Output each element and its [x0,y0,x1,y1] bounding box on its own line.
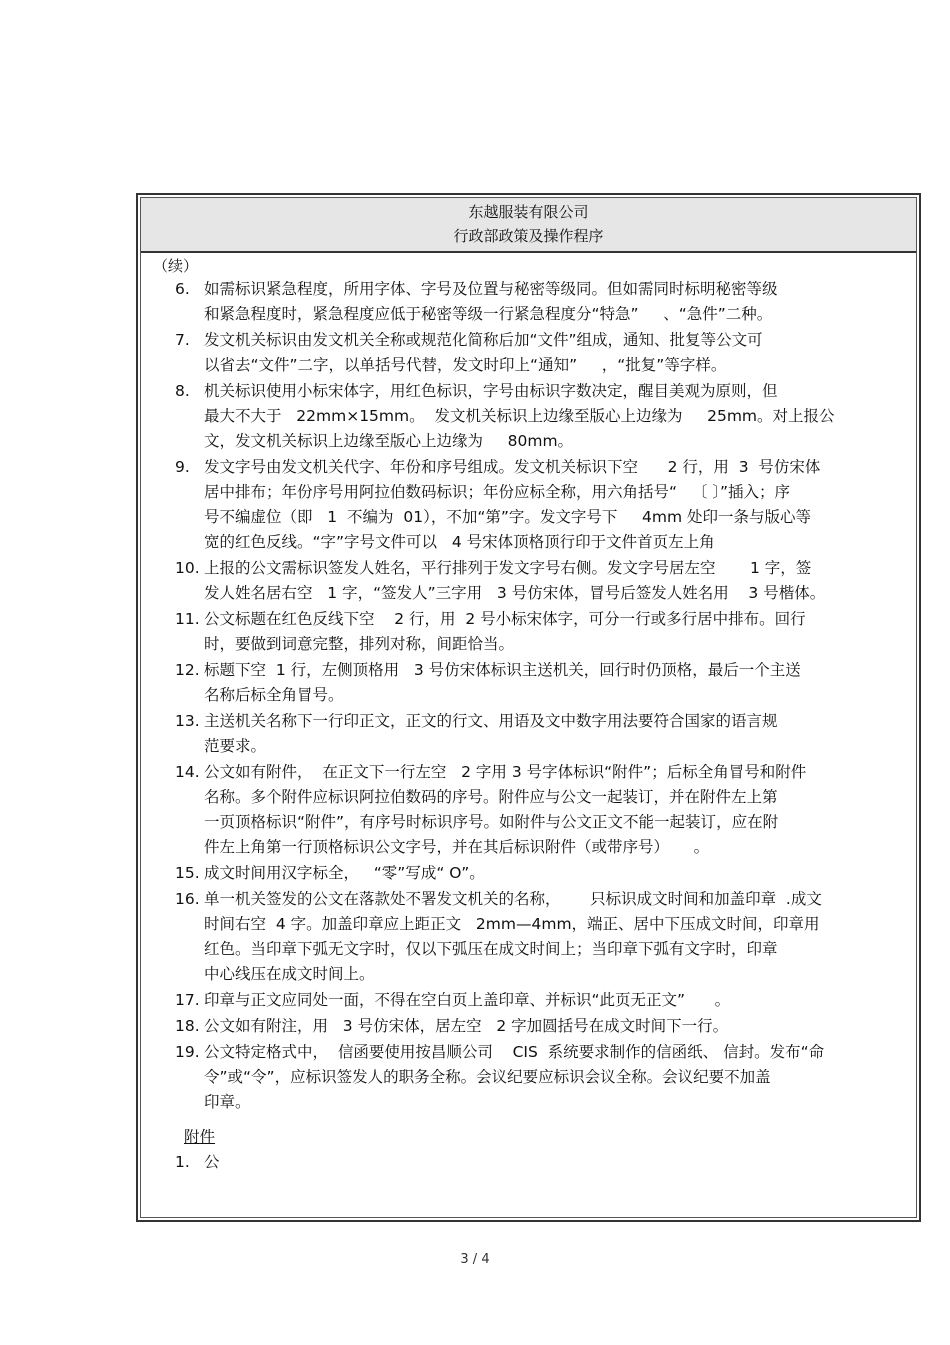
policy-item-number: 9. [175,458,190,476]
policy-item-line: 范要求。 [204,737,267,755]
policy-item-number: 11. [175,610,200,628]
policy-item-line: 上报的公文需标识签发人姓名，平行排列于发文字号右侧。发文字号居左空 1 字，签 [204,559,812,577]
policy-item-number: 14. [175,763,200,781]
policy-item-line: 最大不大于 22mm×15mm。 发文机关标识上边缘至版心上边缘为 25mm。对上报公 [204,407,835,425]
policy-item [141,607,916,657]
policy-item [141,1014,916,1039]
policy-item-line: 居中排布；年份序号用阿拉伯数码标识；年份应标全称，用六角括号“ 〔 〕”插入；序 [204,483,791,501]
policy-item-line: 发文机关标识由发文机关全称或规范化简称后加“文件”组成，通知、批复等公文可 [204,331,763,349]
attachments-title: 附件 [184,1128,216,1146]
company-name: 东越服装有限公司 [468,203,589,221]
policy-item-line: 时，要做到词意完整，排列对称，间距恰当。 [204,635,515,653]
policy-item [141,1040,916,1115]
document-body [141,253,916,1217]
document-title: 行政部政策及操作程序 [453,227,604,245]
policy-item-line: 文，发文机关标识上边缘至版心上边缘为 80mm。 [204,432,574,450]
policy-item-line: 号不编虚位（即 1 不编为 01），不加“第”字。发文字号下 4mm 处印一条与版心等 [204,508,812,526]
policy-item-line: 公文特定格式中， 信函要使用按昌顺公司 CIS 系统要求制作的信函纸、 信封。发布“命 [204,1043,825,1061]
policy-item-line: 印章。 [204,1093,251,1111]
policy-item-line: 主送机关名称下一行印正文，正文的行文、用语及文中数字用法要符合国家的语言规 [204,712,778,730]
policy-item-number: 10. [175,559,200,577]
frame-inner-border [140,197,917,1218]
policy-item-number: 17. [175,991,200,1009]
policy-item [141,887,916,987]
policy-item-line: 以省去“文件”二字，以单括号代替，发文时印上“通知” ，“批复”等字样。 [204,356,727,374]
policy-item-number: 15. [175,864,200,882]
attachment-item [141,1151,916,1173]
policy-item-line: 公文如有附注，用 3 号仿宋体，居左空 2 字加圆括号在成文时间下一行。 [204,1017,729,1035]
policy-item-line: 印章与正文应同处一面，不得在空白页上盖印章、并标识“此页无正文” 。 [204,991,731,1009]
policy-item-line: 和紧急程度时，紧急程度应低于秘密等级一行紧急程度分“特急” 、“急件”二种。 [204,305,773,323]
policy-item [141,379,916,454]
policy-item-number: 8. [175,382,190,400]
policy-item [141,556,916,606]
policy-item-line: 机关标识使用小标宋体字，用红色标识，字号由标识字数决定，醒目美观为原则，但 [204,382,778,400]
policy-item-number: 6. [175,280,190,298]
continued-label: （续） [153,257,199,275]
policy-item-line: 名称后标全角冒号。 [204,686,344,704]
attachment-item-text: 公 [204,1153,220,1171]
policy-item [141,861,916,886]
policy-item-line: 一页顶格标识“附件”，有序号时标识序号。如附件与公文正文不能一起装订，应在附 [204,813,779,831]
policy-item-line: 如需标识紧急程度，所用字体、字号及位置与秘密等级同。但如需同时标明秘密等级 [204,280,778,298]
policy-items-list [141,277,916,1116]
policy-item-line: 件左上角第一行顶格标识公文字号，并在其后标识附件（或带序号） 。 [204,838,710,856]
policy-item-line: 单一机关签发的公文在落款处不署发文机关的名称， 只标识成文时间和加盖印章 .成文 [204,890,822,908]
policy-item [141,988,916,1013]
policy-item [141,658,916,708]
policy-item-line: 公文如有附件， 在正文下一行左空 2 字用 3 号字体标识“附件”；后标全角冒号和附件 [204,763,807,781]
policy-item [141,455,916,555]
policy-item-line: 宽的红色反线。“字”字号文件可以 4 号宋体顶格顶行印于文件首页左上角 [204,533,715,551]
policy-item-number: 18. [175,1017,200,1035]
policy-item-line: 名称。多个附件应标识阿拉伯数码的序号。附件应与公文一起装订，并在附件左上第 [204,788,778,806]
policy-item-line: 令”或“令”，应标识签发人的职务全称。会议纪要应标识会议全称。会议纪要不加盖 [204,1068,771,1086]
policy-item-line: 发人姓名居右空 1 字，“签发人”三字用 3 号仿宋体，冒号后签发人姓名用 3 号楷体。 [204,584,826,602]
policy-item-line: 中心线压在成文时间上。 [204,965,375,983]
policy-item [141,760,916,860]
attachment-item-number: 1. [175,1153,190,1171]
policy-item-number: 13. [175,712,200,730]
document-frame [136,193,921,1222]
policy-item-number: 7. [175,331,190,349]
policy-item-line: 成文时间用汉字标全， “零”写成“ O”。 [204,864,485,882]
policy-item-number: 19. [175,1043,200,1061]
policy-item-line: 红色。当印章下弧无文字时，仅以下弧压在成文时间上；当印章下弧有文字时，印章 [204,940,778,958]
policy-item-number: 16. [175,890,200,908]
page-number: 3 / 4 [460,1252,490,1267]
policy-item [141,709,916,759]
policy-item-line: 标题下空 1 行，左侧顶格用 3 号仿宋体标识主送机关，回行时仍顶格，最后一个主送 [204,661,801,679]
policy-item-number: 12. [175,661,200,679]
document-header [141,198,916,253]
policy-item-line: 公文标题在红色反线下空 2 行，用 2 号小标宋体字，可分一行或多行居中排布。回行 [204,610,806,628]
policy-item [141,277,916,327]
policy-item [141,328,916,378]
policy-item-line: 发文字号由发文机关代字、年份和序号组成。发文机关标识下空 2 行，用 3 号仿宋体 [204,458,821,476]
policy-item-line: 时间右空 4 字。加盖印章应上距正文 2mm—4mm，端正、居中下压成文时间，印章用 [204,915,820,933]
